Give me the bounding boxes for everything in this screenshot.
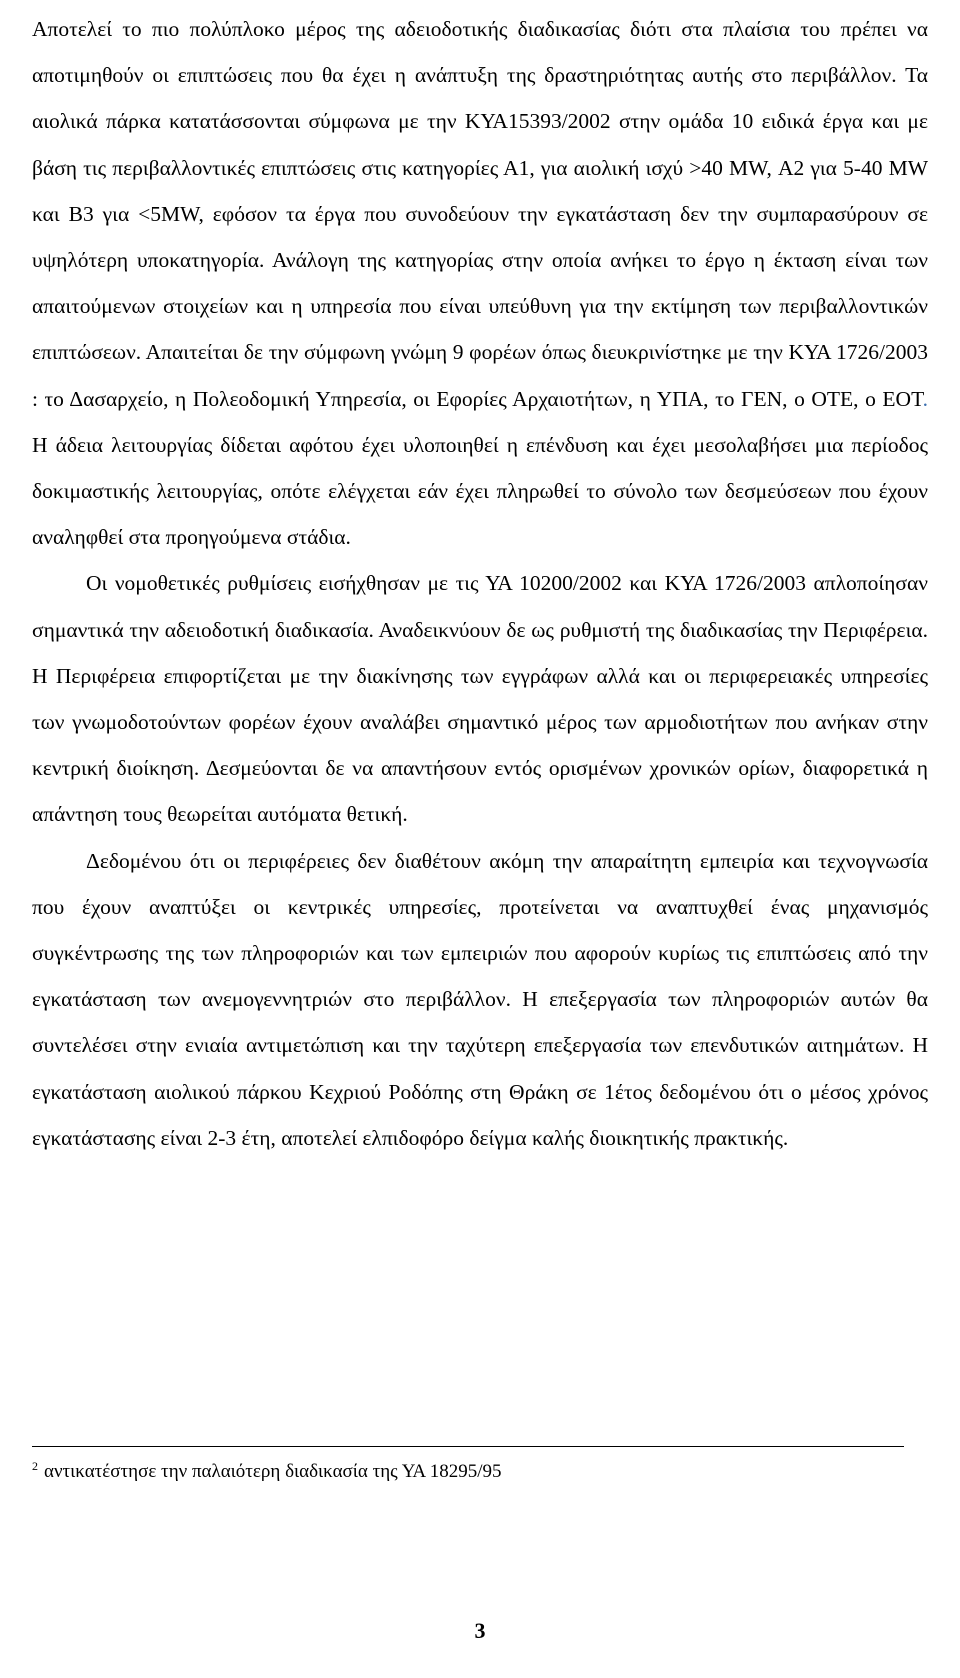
paragraph-2: Οι νομοθετικές ρυθμίσεις εισήχθησαν με τις ΥΑ 10200/2002 και ΚΥΑ 1726/2003 απλοποίησαν σημαντικά την αδειοδοτική διαδικασία. Αναδεικνύουν δε ως ρυθμιστή της διαδικασίας την Περιφέρεια. Η Περιφέρεια επιφορτίζεται με την διακίνησης των εγγράφων αλλά και οι περιφερειακές υπηρεσίες των γνωμοδοτούντων φορέων έχουν αναλάβει σημαντικό μέρος των αρμοδιοτήτων που ανήκαν στην κεντρική διοίκηση. Δεσμεύονται δε να απαντήσουν εντός ορισμένων χρονικών ορίων, διαφορετικά η απάντηση τους θεωρείται αυτόματα θετική. bbox=[32, 571, 928, 827]
paragraph-1-text-after: Η άδεια λειτουργίας δίδεται αφότου έχει υλοποιηθεί η επένδυση και έχει μεσολαβήσει μια περίοδος δοκιμαστικής λειτουργίας, οπότε ελέγχεται εάν έχει πληρωθεί το σύνολο των δεσμεύσεων που έχουν αναληφθεί στα προηγούμενα στάδια. bbox=[32, 432, 928, 550]
document-page bbox=[32, 6, 928, 1643]
paragraph-1 bbox=[32, 6, 928, 560]
paragraph-1-accent-dot: . bbox=[922, 386, 928, 411]
footnote-divider bbox=[32, 1446, 904, 1447]
footnote bbox=[32, 1458, 928, 1486]
paragraph-1-text-before: Αποτελεί το πιο πολύπλοκο μέρος της αδειοδοτικής διαδικασίας διότι στα πλαίσια του πρέπει να αποτιμηθούν οι επιπτώσεις που θα έχει η ανάπτυξη της δραστηριότητας αυτής στο περιβάλλον. Τα αιολικά πάρκα κατατάσσονται σύμφωνα με την ΚΥΑ15393/2002 στην ομάδα 10 ειδικά έργα και με βάση τις περιβαλλοντικές επιπτώσεις στις κατηγορίες Α1, για αιολική ισχύ >40 MW, Α2 για 5-40 MW και Β3 για <5MW, εφόσον τα έργα που συνοδεύουν την εγκατάσταση δεν την συμπαρασύρουν σε υψηλότερη υποκατηγορία. Ανάλογη της κατηγορίας στην οποία ανήκει το έργο η έκταση είναι των απαιτούμενων στοιχείων και η υπηρεσία που είναι υπεύθυνη για την εκτίμηση των περιβαλλοντικών επιπτώσεων. Απαιτείται δε την σύμφωνη γνώμη 9 φορέων όπως διευκρινίστηκε με την ΚΥΑ 1726/2003 : το Δασαρχείο, η Πολεοδομική Υπηρεσία, οι Εφορίες Αρχαιοτήτων, η ΥΠΑ, το ΓΕΝ, ο ΟΤΕ, ο ΕΟΤ bbox=[32, 17, 928, 411]
page-number: 3 bbox=[474, 1618, 486, 1643]
footnote-marker: 2 bbox=[32, 1458, 38, 1473]
footnote-text: αντικατέστησε την παλαιότερη διαδικασία της ΥΑ 18295/95 bbox=[44, 1461, 502, 1482]
paragraph-3: Δεδομένου ότι οι περιφέρειες δεν διαθέτουν ακόμη την απαραίτητη εμπειρία και τεχνογνωσία που έχουν αναπτύξει οι κεντρικές υπηρεσίες, προτείνεται να αναπτυχθεί ένας μηχανισμός συγκέντρωσης της των πληροφοριών και των εμπειριών που αφορούν κυρίως τις επιπτώσεις από την εγκατάσταση των ανεμογεννητριών στο περιβάλλον. Η επεξεργασία των πληροφοριών αυτών θα συντελέσει στην ενιαία αντιμετώπιση και την ταχύτερη επεξεργασία των επενδυτικών αιτημάτων. Η εγκατάσταση αιολικού πάρκου Κεχριού Ροδόπης στη Θράκη σε 1έτος δεδομένου ότι ο μέσος χρόνος εγκατάστασης είναι 2-3 έτη, αποτελεί ελπιδοφόρο δείγμα καλής διοικητικής πρακτικής. bbox=[32, 848, 928, 1150]
